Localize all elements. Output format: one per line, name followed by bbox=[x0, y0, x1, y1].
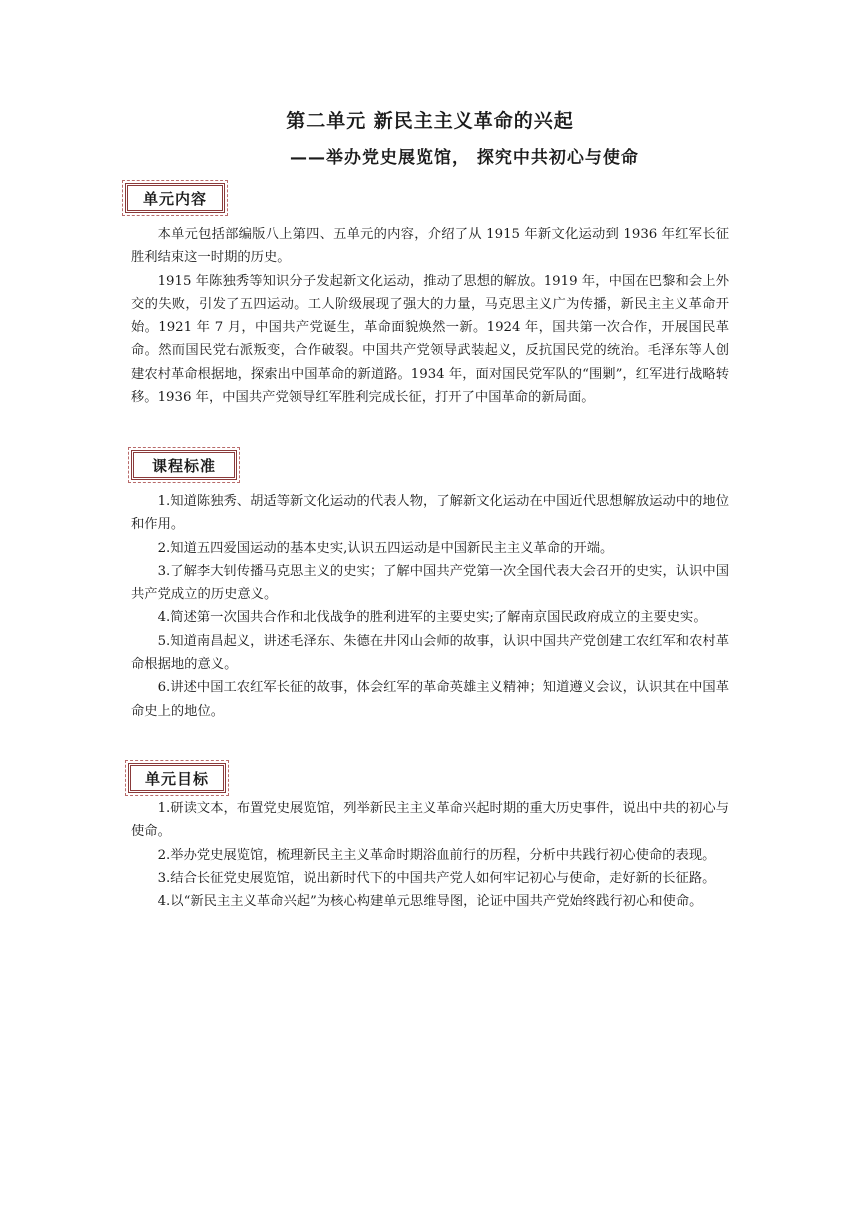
section-heading-curriculum-standards: 课程标准 bbox=[131, 450, 237, 480]
page-title: 第二单元 新民主主义革命的兴起 bbox=[286, 110, 574, 132]
section-heading-unit-goals: 单元目标 bbox=[128, 763, 226, 793]
paragraph: 1.知道陈独秀、胡适等新文化运动的代表人物，了解新文化运动在中国近代思想解放运动中的地位和作用。 bbox=[131, 494, 729, 533]
paragraph: 4.简述第一次国共合作和北伐战争的胜利进军的主要史实;了解南京国民政府成立的主要史实。 bbox=[157, 610, 707, 626]
section-curriculum-standards bbox=[131, 490, 729, 723]
page-subtitle: ——举办党史展览馆， 探究中共初心与使命 bbox=[290, 148, 639, 168]
section-unit-goals bbox=[131, 797, 729, 913]
paragraph: 2.举办党史展览馆，梳理新民主主义革命时期浴血前行的历程，分析中共践行初心使命的表现。 bbox=[157, 847, 716, 863]
paragraph: 2.知道五四爱国运动的基本史实,认识五四运动是中国新民主主义革命的开端。 bbox=[157, 540, 614, 556]
paragraph: 4.以“新民主主义革命兴起”为核心构建单元思维导图，论证中国共产党始终践行初心和使命。 bbox=[157, 894, 703, 910]
section-heading-unit-content: 单元内容 bbox=[125, 183, 225, 213]
paragraph: 3.了解李大钊传播马克思主义的史实；了解中国共产党第一次全国代表大会召开的史实，认识中国共产党成立的历史意义。 bbox=[131, 563, 729, 603]
paragraph: 5.知道南昌起义，讲述毛泽东、朱德在井冈山会师的故事，认识中国共产党创建工农红军和农村革命根据地的意义。 bbox=[131, 633, 729, 673]
section-unit-content bbox=[131, 223, 729, 409]
paragraph: 本单元包括部编版八上第四、五单元的内容，介绍了从 1915 年新文化运动到 1936 年红军长征胜利结束这一时期的历史。 bbox=[131, 227, 729, 266]
paragraph: 3.结合长征党史展览馆，说出新时代下的中国共产党人如何牢记初心与使命，走好新的长征路。 bbox=[157, 870, 716, 886]
paragraph: 6.讲述中国工农红军长征的故事，体会红军的革命英雄主义精神；知道遵义会议，认识其在中国革命史上的地位。 bbox=[131, 680, 729, 719]
paragraph: 1.研读文本，布置党史展览馆，列举新民主主义革命兴起时期的重大历史事件，说出中共的初心与使命。 bbox=[131, 801, 729, 840]
paragraph: 1915 年陈独秀等知识分子发起新文化运动，推动了思想的解放。1919 年，中国在巴黎和会上外交的失败，引发了五四运动。工人阶级展现了强大的力量，马克思主义广为传播，新民主主义革命开始。1921 年 7 月，中国共产党诞生，革命面貌焕然一新。1924 年，国共第一次合作，开展国民革命。然而国民党右派叛变，合作破裂。中国共产党领导武装起义，反抗国民党的统治。毛泽东等人创建农村革命根据地，探索出中国革命的新道路。1934 年，面对国民党军队的“围剿”，红军进行战略转移。1936 年，中国共产党领导红军胜利完成长征，打开了中国革命的新局面。 bbox=[131, 273, 729, 406]
